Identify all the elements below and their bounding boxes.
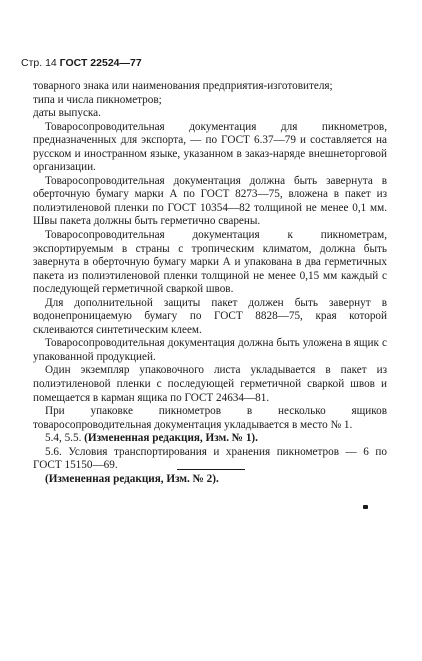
paragraph: При упаковке пикнометров в несколько ящиков товаросопроводительная документация укладывается в место № 1. [33, 405, 387, 431]
amendment-note-1 [33, 432, 387, 446]
paragraph: Один экземпляр упаковочного листа укладывается в пакет из полиэтиленовой пленки с последующей герметичной сваркой швов и помещается в карман ящика по ГОСТ 24634—81. [33, 364, 387, 404]
paragraph: Товаросопроводительная документация для пикнометров, предназначенных для экспорта, — по ГОСТ 6.37—79 и составляется на русском и иностранном языке, указанном в заказ-наряде внешнеторговой организации. [33, 120, 387, 174]
clause-5-6: 5.6. Условия транспортирования и хранения пикнометров — 6 по ГОСТ 15150—69. [33, 445, 387, 472]
paragraph: Товаросопроводительная документация должна быть завернута в оберточную бумагу марки А по ГОСТ 8273—75, вложена в пакет из полиэтиленовой пленки по ГОСТ 10354—82 толщиной не менее 0,1 мм. Швы пакета должны быть герметично сварены. [33, 174, 387, 228]
amendment-note-2: (Измененная редакция, Изм. № 2). [45, 472, 219, 485]
end-divider [177, 469, 245, 470]
body-text [33, 80, 387, 486]
paragraph: Товаросопроводительная документация должна быть уложена в ящик с упакованной продукцией. [33, 337, 387, 363]
paragraph: Товаросопроводительная документация к пикнометрам, экспортируемым в страны с тропическим климатом, должна быть завернута в оберточную бумагу марки А и упакована в два герметичных пакета из полиэтиленовой пленки толщиной не менее 0,15 мм каждый с последующей герметичной сваркой швов. [33, 229, 387, 296]
clause-reference: 5.4, 5.5. [45, 432, 85, 445]
paragraph: товарного знака или наименования предприятия-изготовителя; [33, 80, 333, 92]
page-header [21, 57, 142, 69]
scan-mark [363, 505, 368, 509]
paragraph: даты выпуска. [33, 107, 101, 120]
paragraph: Для дополнительной защиты пакет должен быть завернут в водонепроницаемую бумагу по ГОСТ 8828—75, края которой склеиваются синтетическим клеем. [33, 296, 387, 336]
standard-number: ГОСТ 22524—77 [59, 57, 142, 69]
page-number: Стр. 14 [21, 57, 57, 69]
paragraph: типа и числа пикнометров; [33, 93, 162, 106]
amendment-text: (Измененная редакция, Изм. № 1). [84, 432, 258, 445]
